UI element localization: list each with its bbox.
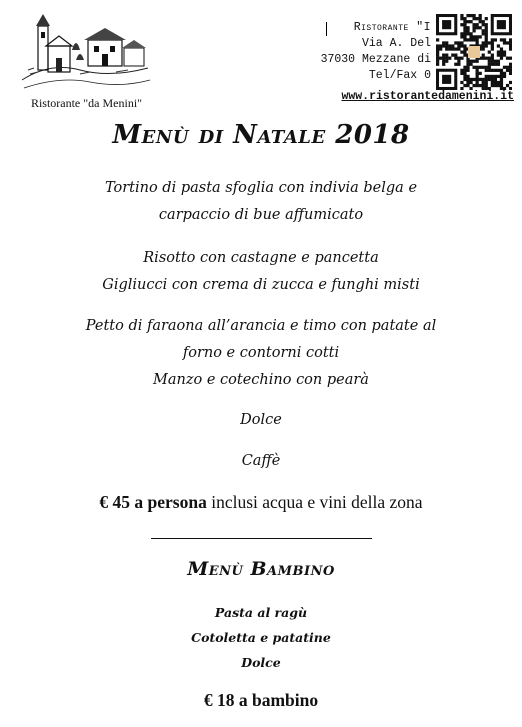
phone-line: Tel/Fax 0 xyxy=(368,69,431,82)
section-divider xyxy=(151,538,372,539)
kids-price: € 18 a bambino xyxy=(203,690,319,710)
kids-menu-title: Menù Bambino xyxy=(187,558,335,580)
dish-line: Caffè xyxy=(241,453,281,469)
text-cursor xyxy=(326,22,327,36)
price-includes: inclusi acqua e vini della zona xyxy=(206,492,423,512)
address-line: Via A. Del xyxy=(361,37,431,50)
city-line: 37030 Mezzane di xyxy=(320,53,431,66)
dish-line: Tortino di pasta sfoglia con indivia belga e xyxy=(104,180,418,196)
contact-block xyxy=(300,20,431,86)
restaurant-logo xyxy=(14,10,159,112)
dish-line: Manzo e cotechino con pearà xyxy=(153,372,369,388)
dish-line: Gigliucci con crema di zucca e funghi misti xyxy=(102,277,420,293)
kids-dish-line: Cotoletta e patatine xyxy=(191,630,331,645)
dish-line: carpaccio di bue affumicato xyxy=(158,207,364,223)
restaurant-name-line: Ristorante "I xyxy=(353,21,431,34)
kids-dish-line: Dolce xyxy=(241,655,281,670)
qr-code-icon xyxy=(436,14,512,90)
dish-line: Dolce xyxy=(240,412,282,428)
kids-dish-line: Pasta al ragù xyxy=(214,605,308,620)
dish-line: Petto di faraona all’arancia e timo con patate al xyxy=(85,318,437,334)
website-link[interactable]: www.ristorantedamenini.it xyxy=(341,90,514,103)
dish-line: forno e contorni cotti xyxy=(182,345,340,361)
adult-price-line xyxy=(0,492,522,513)
logo-caption: Ristorante "da Menini" xyxy=(30,96,143,110)
menu-title: Menù di Natale 2018 xyxy=(112,120,410,150)
adult-price: € 45 a persona xyxy=(99,492,207,512)
dish-line: Risotto con castagne e pancetta xyxy=(143,250,379,266)
church-village-drawing-icon xyxy=(20,10,152,94)
